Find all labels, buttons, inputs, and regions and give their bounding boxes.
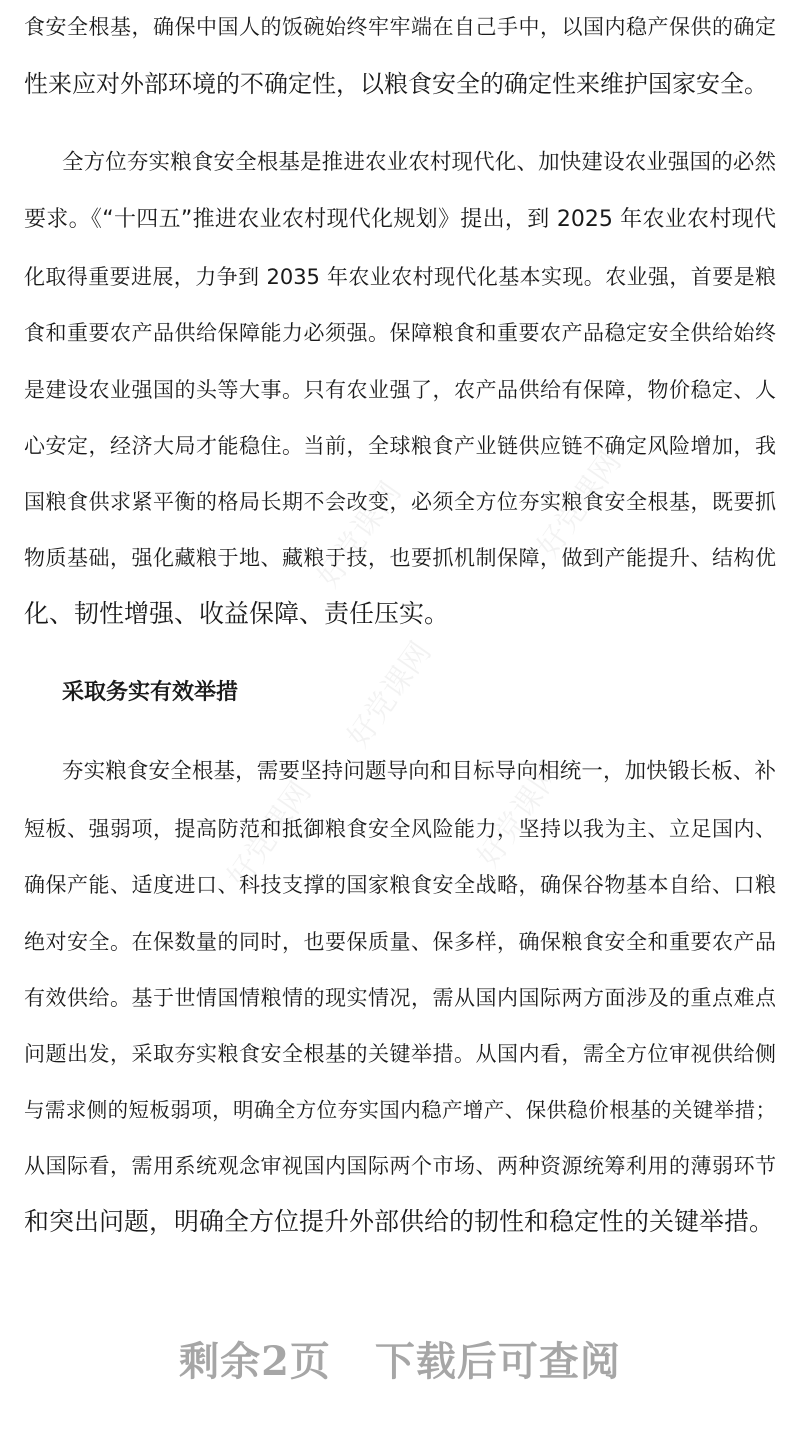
text-line: 要求。《“十四五”推进农业农村现代化规划》提出，到 2025 年农业农村现代 (24, 207, 776, 232)
text-line: 短板、强弱项，提高防范和抵御粮食安全风险能力，坚持以我为主、立足国内、 (24, 817, 776, 841)
watermark: 好党课网 (310, 475, 409, 594)
download-to-view-label[interactable]: 下载后可查阅 (374, 1338, 621, 1385)
download-prompt[interactable] (0, 1330, 800, 1387)
text-line: 绝对安全。在保数量的同时，也要保质量、保多样，确保粮食安全和重要农产品 (24, 930, 776, 954)
watermark: 好党课网 (220, 775, 319, 894)
remaining-pages-label: 剩余2页 (179, 1338, 331, 1385)
section-heading: 采取务实有效举措 (62, 680, 239, 705)
text-line: 食安全根基，确保中国人的饭碗始终牢牢端在自己手中，以国内稳产保供的确定 (24, 15, 776, 39)
text-line: 与需求侧的短板弱项，明确全方位夯实国内稳产增产、保供稳价根基的关键举措； (24, 1098, 776, 1122)
watermark: 好党课网 (470, 755, 569, 874)
text-line: 从国际看，需用系统观念审视国内国际两个市场、两种资源统筹利用的薄弱环节 (24, 1154, 776, 1178)
text-line: 全方位夯实粮食安全根基是推进农业农村现代化、加快建设农业强国的必然 (62, 150, 776, 175)
text-line: 食和重要农产品供给保障能力必须强。保障粮食和重要农产品稳定安全供给始终 (24, 321, 776, 345)
text-line: 国粮食供求紧平衡的格局长期不会改变，必须全方位夯实粮食安全根基，既要抓 (24, 490, 776, 514)
text-line: 确保产能、适度进口、科技支撑的国家粮食安全战略，确保谷物基本自给、口粮 (24, 873, 776, 897)
text-line: 心安定，经济大局才能稳住。当前，全球粮食产业链供应链不确定风险增加，我 (24, 434, 776, 458)
text-line: 性来应对外部环境的不确定性，以粮食安全的确定性来维护国家安全。 (24, 70, 768, 98)
watermark: 好党课网 (530, 445, 629, 564)
text-line: 和突出问题，明确全方位提升外部供给的韧性和稳定性的关键举措。 (24, 1207, 775, 1236)
text-line: 是建设农业强国的头等大事。只有农业强了，农产品供给有保障，物价稳定、人 (24, 378, 776, 402)
text-line: 问题出发，采取夯实粮食安全根基的关键举措。从国内看，需全方位审视供给侧 (24, 1042, 776, 1066)
text-line: 夯实粮食安全根基，需要坚持问题导向和目标导向相统一，加快锻长板、补 (62, 759, 776, 784)
text-line: 化、韧性增强、收益保障、责任压实。 (24, 599, 450, 628)
text-line: 有效供给。基于世情国情粮情的现实情况，需从国内国际两方面涉及的重点难点 (24, 986, 776, 1010)
text-line: 物质基础，强化藏粮于地、藏粮于技，也要抓机制保障，做到产能提升、结构优 (24, 546, 776, 570)
watermark: 好党课网 (340, 635, 439, 754)
text-line: 化取得重要进展，力争到 2035 年农业农村现代化基本实现。农业强，首要是粮 (24, 265, 776, 289)
